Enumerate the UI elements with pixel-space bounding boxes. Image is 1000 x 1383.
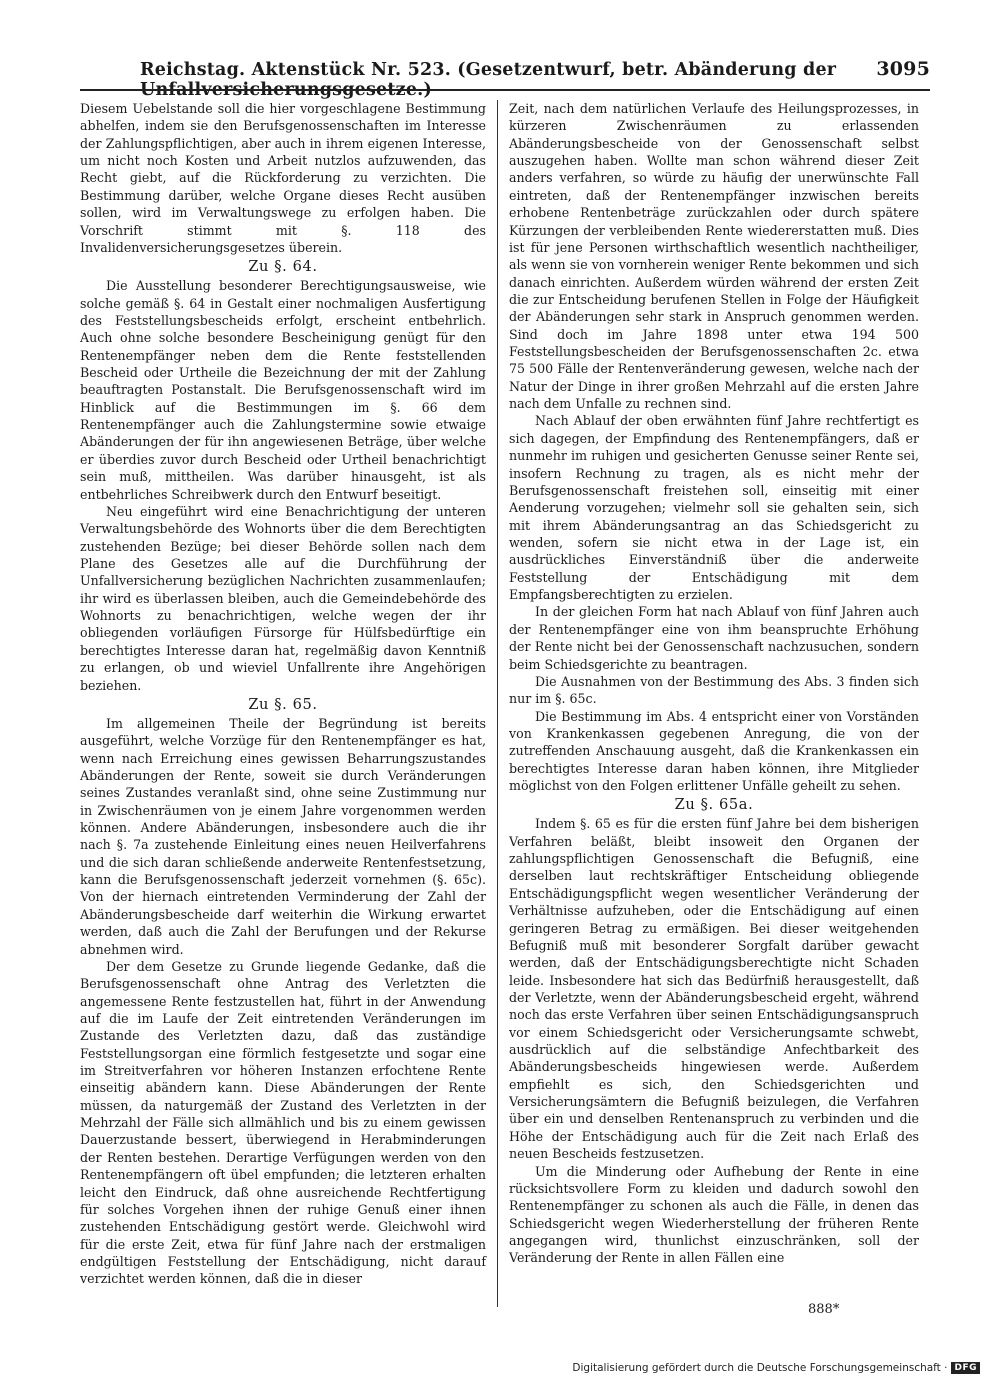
section-heading: Zu §. 64. [248, 258, 318, 276]
paragraph: Die Ausstellung besonderer Berechtigungsausweise, wie solche gemäß §. 64 in Gestalt einer nochmaligen Ausfertigung des Feststellungsbescheids erfolgt, erscheint entbehrlich. Auch ohne solche besondere Bescheinigung genügt für den Rentenempfänger neben dem die Rente feststellenden Bescheid oder Urtheile die Bezeichnung der mit der Zahlung beauftragten Postanstalt. Die Berufsgenossenschaft wird im Hinblick auf die Bestimmungen im §. 66 dem Rentenempfänger auch die Zahlungstermine sowie etwaige Abänderungen der für ihn angewiesenen Beträge, über welche er überdies zuvor durch Bescheid oder Urtheil benachrichtigt sein muß, mittheilen. Was darüber hinausgeht, ist als entbehrliches Schreibwerk durch den Entwurf beseitigt. [80, 278, 486, 502]
paragraph: Um die Minderung oder Aufhebung der Rente in eine rücksichtsvollere Form zu kleiden und dadurch sowohl den Rentenempfänger zu schonen als auch die Fälle, in denen das Schiedsgericht wegen Wiederherstellung der früheren Rente angegangen wird, thunlichst einzuschränken, soll der Veränderung der Rente in allen Fällen eine [509, 1163, 919, 1266]
running-header [140, 58, 930, 100]
left-column [80, 100, 486, 1288]
header-rule [80, 89, 930, 91]
right-column [509, 100, 919, 1267]
page-number: 3095 [876, 58, 930, 80]
paragraph: Der dem Gesetze zu Grunde liegende Gedanke, daß die Berufsgenossenschaft ohne Antrag des Verletzten die angemessene Rente festzustellen hat, führt in der Anwendung auf die im Laufe der Zeit eintretenden Veränderungen im Zustande des Verletzten dazu, daß das zuständige Feststellungsorgan eine förmlich festgesetzte und sogar eine im Streitverfahren vor höheren Instanzen erfochtene Rente einseitig abändern kann. Diese Abänderungen der Rente müssen, da naturgemäß der Zustand des Verletzten in der Mehrzahl der Fälle sich allmählich und bis zu einem gewissen Dauerzustande bessert, überwiegend in Herabminderungen der Renten bestehen. Derartige Verfügungen werden von den Rentenempfängern oft übel empfunden; die letzteren erhalten leicht den Eindruck, daß ohne ausreichende Rechtfertigung für solches Vorgehen ihnen der ruhige Genuß einer ihnen zustehenden Entschädigung gestört werde. Gleichwohl wird für die erste Zeit, etwa für fünf Jahre nach der erstmaligen endgültigen Feststellung der Entschädigung, nicht darauf verzichtet werden können, daß die in dieser [80, 958, 486, 1287]
footer-text: Digitalisierung gefördert durch die Deutsche Forschungsgemeinschaft · [572, 1362, 948, 1374]
section-heading: Zu §. 65. [248, 695, 318, 713]
dfg-logo: DFG [951, 1362, 980, 1374]
paragraph: Neu eingeführt wird eine Benachrichtigung der unteren Verwaltungsbehörde des Wohnorts über die dem Berechtigten zustehenden Bezüge; bei dieser Behörde sollen nach dem Plane des Gesetzes alle auf die Durchführung der Unfallversicherung bezüglichen Nachrichten zusammenlaufen; ihr wird es überlassen bleiben, auch die Gemeindebehörde des Wohnorts zu benachrichtigen, welche wegen der ihr obliegenden vorläufigen Fürsorge für Hülfsbedürftige ein berechtigtes Interesse daran hat, regelmäßig davon Kenntniß zu erlangen, ob und wieviel Unfallrente ihre Angehörigen beziehen. [80, 503, 486, 693]
section-heading: Zu §. 65a. [674, 796, 754, 814]
paragraph: Die Bestimmung im Abs. 4 entspricht einer von Vorständen von Krankenkassen gegebenen Anregung, die von der zutreffenden Anschauung ausgeht, daß die Krankenkassen ein berechtigtes Interesse daran haben können, ihre Mitglieder möglichst von den Folgen erlittener Unfälle geheilt zu sehen. [509, 708, 919, 794]
footer [572, 1362, 980, 1374]
paragraph: Indem §. 65 es für die ersten fünf Jahre bei dem bisherigen Verfahren beläßt, bleibt insoweit den Organen der zahlungspflichtigen Genossenschaft die Befugniß, eine derselben laut rechtskräftiger Entscheidung obliegende Entschädigungspflicht wegen wesentlicher Veränderung der Verhältnisse aufzuheben, oder die Entschädigung auf einen geringeren Betrag zu ermäßigen. Bei dieser weitgehenden Befugniß muß mit besonderer Sorgfalt darüber gewacht werden, daß der Entschädigungsberechtigte nicht Schaden leide. Insbesondere hat sich das Bedürfniß herausgestellt, daß der Verletzte, wenn der Abänderungsbescheid ergeht, während noch das erste Verfahren über seinen Entschädigungsanspruch vor einem Schiedsgericht oder Versicherungsamte schwebt, ausdrücklich auf die selbständige Anfechtbarkeit des Abänderungsbescheids hingewiesen werde. Außerdem empfiehlt es sich, den Schiedsgerichten und Versicherungsämtern die Befugniß beizulegen, die Verfahren über ein und denselben Rentenanspruch zu verbinden und die Höhe der Entschädigung auch für die Zeit nach Erlaß des neuen Bescheids festzusetzen. [509, 816, 919, 1162]
paragraph: Diesem Uebelstande soll die hier vorgeschlagene Bestimmung abhelfen, indem sie den Berufsgenossenschaften im Interesse der Zahlungspflichtigen, aber auch in ihrem eigenen Interesse, um nicht noch Kosten und Arbeit nutzlos aufzuwenden, das Recht giebt, auf die Rückforderung zu verzichten. Die Bestimmung darüber, welche Organe dieses Recht ausüben sollen, wird im Verwaltungswege zu erfolgen haben. Die Vorschrift stimmt mit §. 118 des Invalidenversicherungsgesetzes überein. [80, 101, 486, 255]
running-title: Reichstag. Aktenstück Nr. 523. (Gesetzentwurf, betr. Abänderung der Unfallversicherungsgesetze.) [140, 60, 837, 100]
paragraph: Nach Ablauf der oben erwähnten fünf Jahre rechtfertigt es sich dagegen, der Empfindung des Rentenempfängers, daß er nunmehr im ruhigen und gesicherten Genusse seiner Rente sei, insofern Rechnung zu tragen, als es nicht mehr der Berufsgenossenschaft freistehen soll, einseitig mit einer Aenderung vorzugehen; vielmehr soll sie gehalten sein, sich mit ihrem Abänderungsantrag an das Schiedsgericht zu wenden, sofern sie nicht etwa in der Lage ist, ein ausdrückliches Einverständniß über die anderweite Feststellung der Entschädigung mit dem Empfangsberechtigten zu erzielen. [509, 413, 919, 603]
paragraph: Im allgemeinen Theile der Begründung ist bereits ausgeführt, welche Vorzüge für den Rentenempfänger es hat, wenn nach Erreichung eines gewissen Beharrungszustandes Abänderungen der Rente, soweit sie durch Veränderungen seines Zustandes veranlaßt sind, ohne seine Zustimmung nur in Zwischenräumen von je einem Jahre vorgenommen werden können. Andere Abänderungen, insbesondere auch die ihr nach §. 7a zustehende Einleitung eines neuen Heilverfahrens und die sich daran schließende anderweite Rentenfestsetzung, kann die Berufsgenossenschaft jederzeit vornehmen (§. 65c). Von der hiernach eintretenden Verminderung der Zahl der Abänderungsbescheide darf weiterhin die Wirkung erwartet werden, daß auch die Zahl der Berufungen und der Rekurse abnehmen wird. [80, 715, 486, 957]
paragraph: Zeit, nach dem natürlichen Verlaufe des Heilungsprozesses, in kürzeren Zwischenräumen zu erlassenden Abänderungsbescheide von der Genossenschaft selbst auszugehen haben. Wollte man schon während dieser Zeit anders verfahren, so würde zu häufig der unerwünschte Fall eintreten, daß der Rentenempfänger inzwischen bereits erhobene Rentenbeträge zurückzahlen oder durch spätere Kürzungen der verbleibenden Rente wiedererstatten muß. Dies ist für jene Personen wirthschaftlich wesentlich nachtheiliger, als wenn sie von vornherein weniger Rente bekommen und sich danach einrichten. Außerdem würden während der ersten Zeit die zur Entscheidung berufenen Stellen in Folge der Häufigkeit der Abänderungen sehr stark in Anspruch genommen werden. Sind doch im Jahre 1898 unter etwa 194 500 Feststellungsbescheiden der Berufsgenossenschaften 2c. etwa 75 500 Fälle der Rentenveränderung gewesen, welche nach der Natur der Dinge in ihrer großen Mehrzahl auf die ersten Jahre nach dem Unfalle zu rechnen sind. [509, 101, 919, 412]
signature-mark: 888* [808, 1302, 840, 1317]
paragraph: Die Ausnahmen von der Bestimmung des Abs. 3 finden sich nur im §. 65c. [509, 673, 919, 707]
paragraph: In der gleichen Form hat nach Ablauf von fünf Jahren auch der Rentenempfänger eine von ihm beanspruchte Erhöhung der Rente nicht bei der Genossenschaft nachzusuchen, sondern beim Schiedsgerichte zu beantragen. [509, 604, 919, 672]
column-divider [497, 100, 498, 1307]
